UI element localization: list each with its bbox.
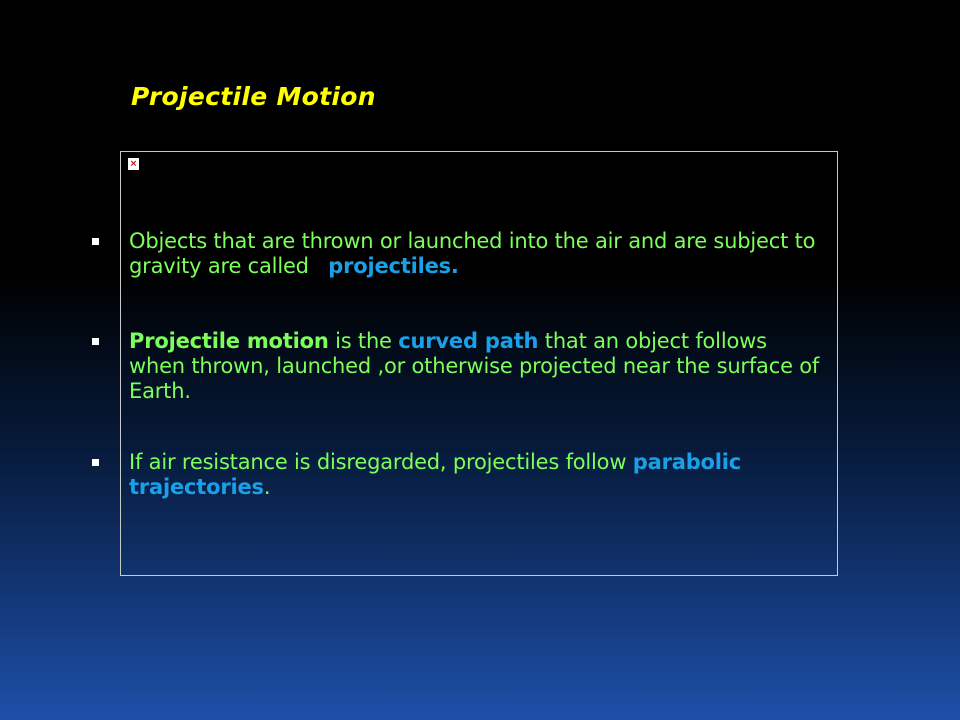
broken-image-icon (128, 158, 139, 170)
square-bullet-icon (92, 238, 99, 245)
bullet-text-span: is the (335, 329, 392, 353)
bullet-list (92, 229, 827, 550)
keyword-curved-path: curved path (398, 329, 539, 353)
keyword-projectiles: projectiles. (328, 254, 459, 278)
bullet-text-span: that an object follows when thrown, launched ,or otherwise projected near the surface of Earth. (129, 329, 820, 403)
keyword-parabolic-trajectories: parabolic trajectories (129, 450, 742, 499)
bullet-text (129, 329, 819, 403)
square-bullet-icon (92, 338, 99, 345)
slide-title: Projectile Motion (131, 82, 376, 111)
bullet-item (92, 450, 827, 500)
keyword-projectile-motion: Projectile motion (129, 329, 329, 353)
bullet-text-span: If air resistance is disregarded, projectiles follow (129, 450, 627, 474)
bullet-item (92, 329, 827, 404)
square-bullet-icon (92, 459, 99, 466)
bullet-text-span: . (263, 475, 271, 499)
bullet-text-span: Objects that are thrown or launched into the air and are subject to gravity are called (129, 229, 816, 278)
bullet-text (129, 229, 815, 278)
bullet-item (92, 229, 827, 279)
bullet-text (129, 450, 741, 499)
broken-image-glyph: × (129, 158, 138, 169)
